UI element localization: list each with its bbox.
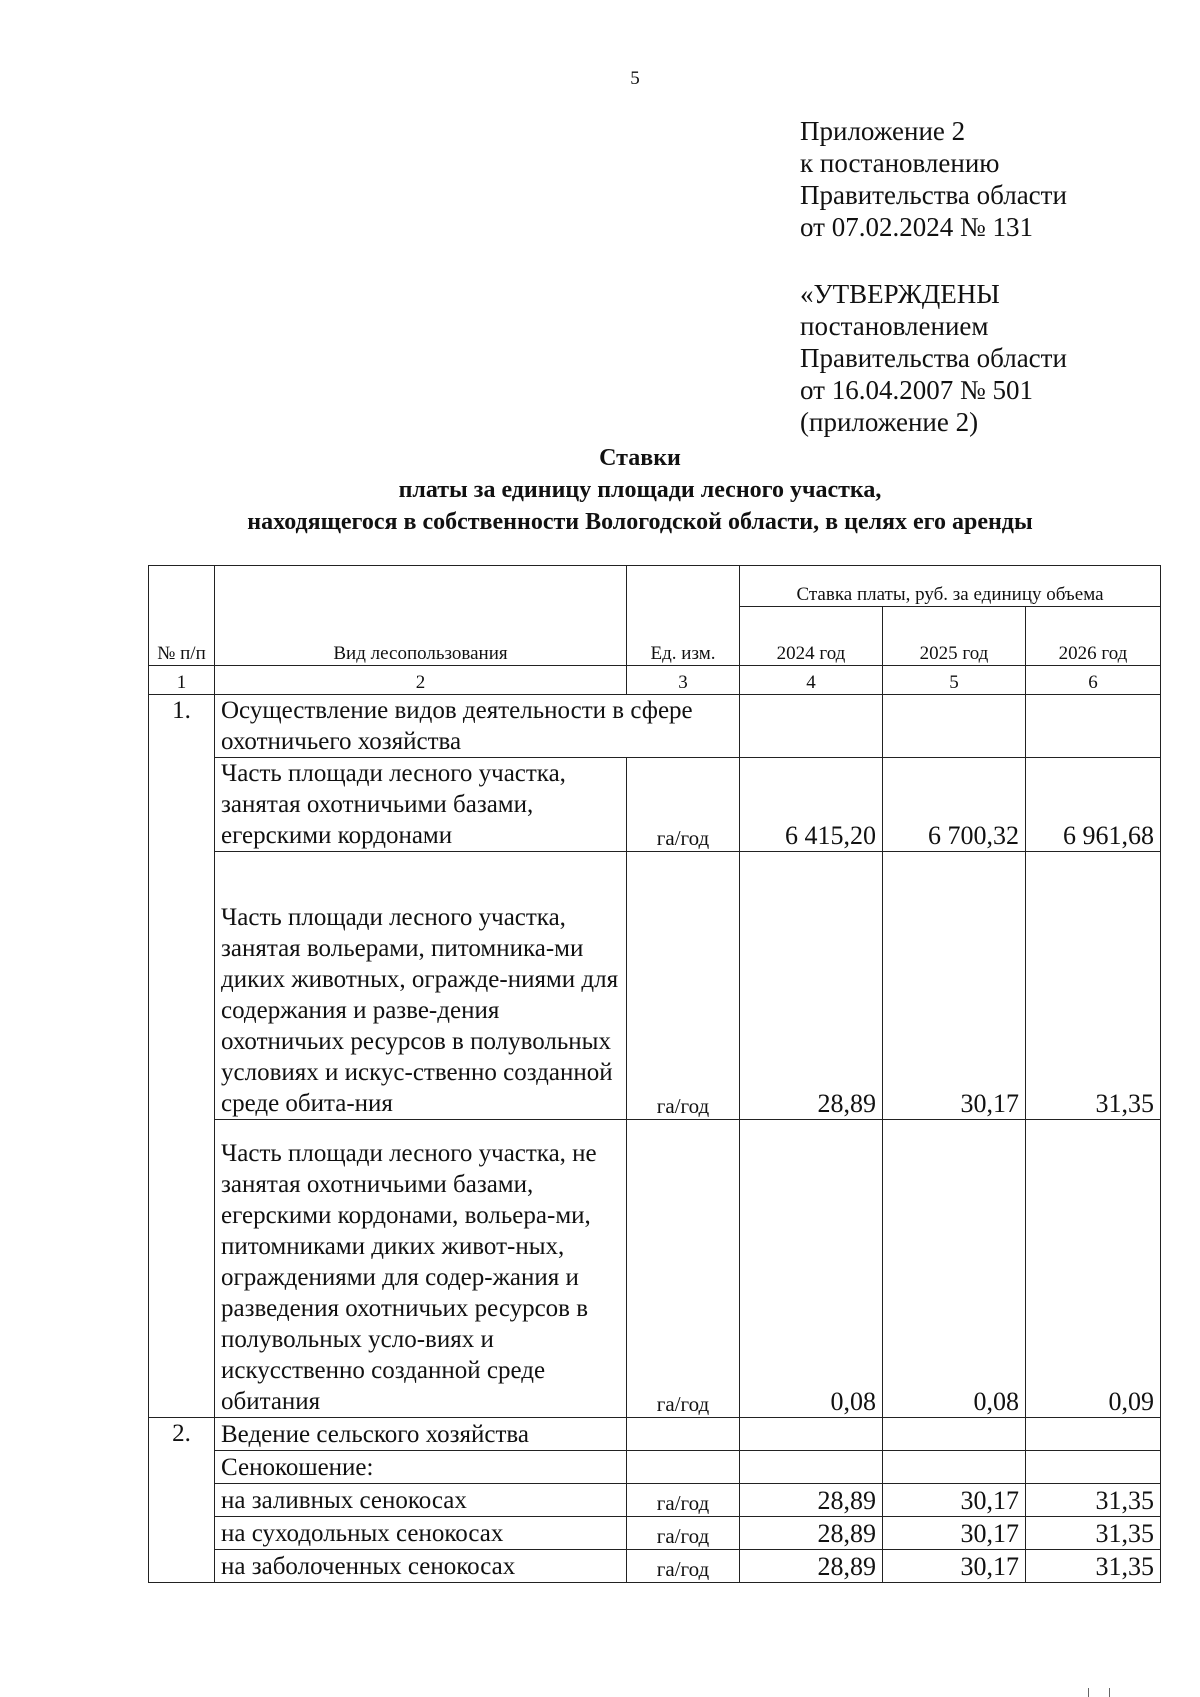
row-text: на заливных сенокосах (215, 1484, 627, 1517)
column-number: 2 (215, 666, 627, 695)
table-row (149, 1550, 1161, 1583)
value-2025: 30,17 (883, 1484, 1026, 1517)
appendix-block (800, 115, 1067, 243)
row-text: Осуществление видов деятельности в сфере охотничьего хозяйства (215, 695, 740, 758)
title-line-3: находящегося в собственности Вологодской области, в целях его аренды (247, 509, 1033, 535)
value-2026: 31,35 (1026, 1550, 1161, 1583)
value-2026: 31,35 (1026, 1517, 1161, 1550)
approved-line: Правительства области (800, 343, 1067, 373)
row-unit: га/год (627, 758, 740, 852)
section-number: 1. (149, 695, 215, 1418)
document-title (0, 442, 1200, 538)
value-2024: 28,89 (740, 1550, 883, 1583)
header-no: № п/п (149, 566, 215, 666)
scan-mark (1088, 1688, 1110, 1697)
appendix-line: Правительства области (800, 180, 1067, 210)
header-rate-group: Ставка платы, руб. за единицу объема (740, 566, 1161, 607)
column-number: 4 (740, 666, 883, 695)
value-2026 (1026, 1451, 1161, 1484)
table-row (149, 758, 1161, 852)
header-unit: Ед. изм. (627, 566, 740, 666)
header-2025: 2025 год (883, 607, 1026, 666)
value-2026 (1026, 695, 1161, 758)
value-2024: 6 415,20 (740, 758, 883, 852)
approved-line: (приложение 2) (800, 407, 979, 437)
table-row (149, 695, 1161, 758)
row-text: Ведение сельского хозяйства (215, 1418, 627, 1451)
value-2026 (1026, 1418, 1161, 1451)
title-line-1: Ставки (599, 445, 681, 471)
appendix-line: от 07.02.2024 № 131 (800, 212, 1033, 242)
appendix-line: к постановлению (800, 148, 1000, 178)
value-2025: 6 700,32 (883, 758, 1026, 852)
table-row (149, 1484, 1161, 1517)
row-unit: га/год (627, 852, 740, 1120)
column-numbers-row (149, 666, 1161, 695)
row-text: Часть площади лесного участка, занятая охотничьими базами, егерскими кордонами (215, 758, 627, 852)
row-unit: га/год (627, 1550, 740, 1583)
value-2024: 0,08 (740, 1120, 883, 1418)
table-row (149, 1517, 1161, 1550)
row-text: Часть площади лесного участка, занятая вольерами, питомника-ми диких животных, огражде-ниями для содержания и разве-дения охотничьих ресурсов в полувольных условиях и искус-ственно созданной среде обита-ния (215, 852, 627, 1120)
value-2024: 28,89 (740, 852, 883, 1120)
value-2025: 0,08 (883, 1120, 1026, 1418)
header-2026: 2026 год (1026, 607, 1161, 666)
row-unit: га/год (627, 1484, 740, 1517)
row-unit (627, 1451, 740, 1484)
value-2025: 30,17 (883, 1517, 1026, 1550)
title-line-2: платы за единицу площади лесного участка, (398, 477, 882, 503)
value-2025 (883, 1418, 1026, 1451)
column-number: 3 (627, 666, 740, 695)
row-unit: га/год (627, 1517, 740, 1550)
value-2025 (883, 695, 1026, 758)
value-2024 (740, 1418, 883, 1451)
approved-line: от 16.04.2007 № 501 (800, 375, 1033, 405)
value-2024 (740, 1451, 883, 1484)
header-2024: 2024 год (740, 607, 883, 666)
approved-block (800, 278, 1067, 438)
header-type: Вид лесопользования (215, 566, 627, 666)
value-2024: 28,89 (740, 1484, 883, 1517)
row-text: Сенокошение: (215, 1451, 627, 1484)
table-row (149, 1120, 1161, 1418)
row-unit: га/год (627, 1120, 740, 1418)
value-2026: 31,35 (1026, 852, 1161, 1120)
approved-line: постановлением (800, 311, 989, 341)
column-number: 1 (149, 666, 215, 695)
rates-table (148, 565, 1161, 1583)
row-text: на суходольных сенокосах (215, 1517, 627, 1550)
table-row (149, 1418, 1161, 1451)
approved-line: «УТВЕРЖДЕНЫ (800, 279, 1000, 309)
value-2024 (740, 695, 883, 758)
value-2026: 31,35 (1026, 1484, 1161, 1517)
value-2025: 30,17 (883, 852, 1026, 1120)
value-2026: 6 961,68 (1026, 758, 1161, 852)
value-2024: 28,89 (740, 1517, 883, 1550)
value-2025: 30,17 (883, 1550, 1026, 1583)
page-number: 5 (630, 68, 640, 89)
section-number: 2. (149, 1418, 215, 1583)
row-text: Часть площади лесного участка, не занятая охотничьими базами, егерскими кордонами, вольера-ми, питомниками диких живот-ных, ограждениями для содер-жания и разведения охотничьих ресурсов в полувольных усло-виях и искусственно созданной среде обитания (215, 1120, 627, 1418)
column-number: 5 (883, 666, 1026, 695)
table-row (149, 1451, 1161, 1484)
table-row (149, 852, 1161, 1120)
column-number: 6 (1026, 666, 1161, 695)
row-text: на заболоченных сенокосах (215, 1550, 627, 1583)
header-row (149, 566, 1161, 607)
value-2025 (883, 1451, 1026, 1484)
value-2026: 0,09 (1026, 1120, 1161, 1418)
appendix-line: Приложение 2 (800, 116, 966, 146)
row-unit (627, 1418, 740, 1451)
